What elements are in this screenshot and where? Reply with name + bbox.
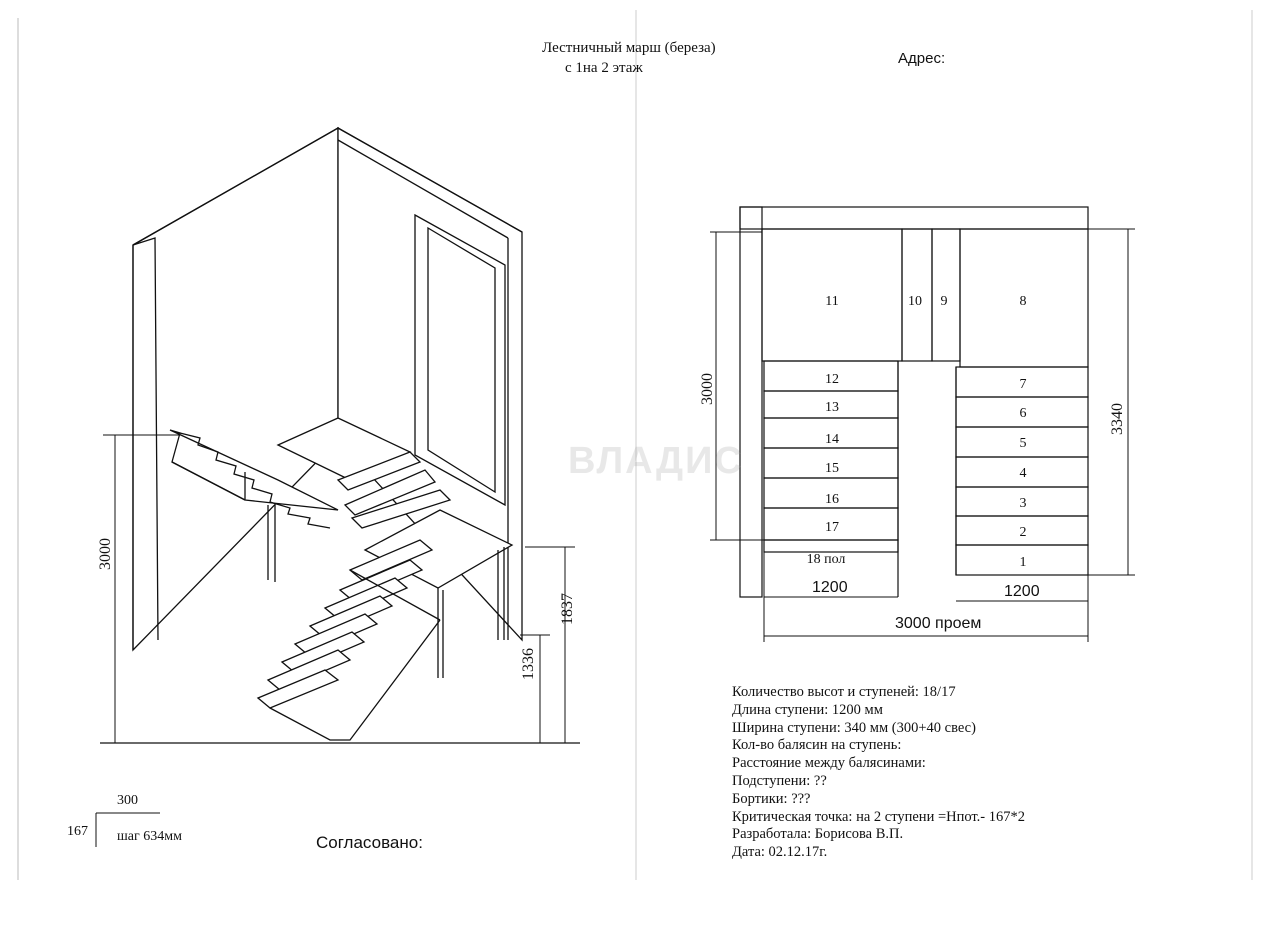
- plan-step-2: 2: [1019, 525, 1027, 540]
- plan-step-14: 14: [825, 432, 839, 447]
- spec-line: Ширина ступени: 340 мм (300+40 свес): [732, 719, 976, 736]
- spec-line: Разработала: Борисова В.П.: [732, 826, 904, 843]
- spec-line: Подступени: ??: [732, 772, 827, 789]
- iso-dim-lower: 1336: [520, 648, 537, 680]
- plan-left-width-dim: 1200: [812, 579, 848, 596]
- plan-step-3: 3: [1019, 496, 1027, 511]
- spec-list: [732, 684, 1025, 862]
- address-label: Адрес:: [898, 50, 946, 67]
- plan-view: [640, 190, 1280, 650]
- plan-step-11: 11: [825, 294, 839, 309]
- plan-right-height-dim: 3340: [1109, 403, 1126, 435]
- spec-line: Длина ступени: 1200 мм: [732, 701, 883, 718]
- drawing-title: Лестничный марш (береза): [542, 40, 716, 56]
- spec-line: Количество высот и ступеней: 18/17: [732, 684, 956, 700]
- plan-step-6: 6: [1019, 406, 1027, 421]
- step-tread-value: 300: [117, 793, 138, 808]
- plan-right-width-dim: 1200: [1004, 583, 1040, 600]
- plan-step-16: 16: [825, 492, 839, 507]
- plan-step-15: 15: [825, 461, 839, 476]
- plan-left-height-dim: 3000: [699, 373, 716, 405]
- watermark-logo: ВЛАДИС: [568, 440, 744, 482]
- plan-step-18-пол: 18 пол: [806, 552, 846, 567]
- spec-line: Дата: 02.12.17г.: [732, 844, 828, 861]
- plan-step-8: 8: [1019, 294, 1027, 309]
- isometric-view: [0, 100, 640, 880]
- plan-step-5: 5: [1019, 436, 1027, 451]
- plan-step-4: 4: [1019, 466, 1027, 481]
- plan-step-labels: [807, 294, 1027, 570]
- plan-step-12: 12: [825, 372, 839, 387]
- iso-dim-upper: 1837: [559, 593, 576, 625]
- spec-line: Критическая точка: на 2 ступени =Нпот.- 167*2: [732, 808, 1025, 825]
- spec-line: Бортики: ???: [732, 790, 811, 807]
- spec-line: Расстояние между балясинами:: [732, 755, 926, 772]
- iso-height-dim: 3000: [97, 538, 114, 570]
- plan-step-7: 7: [1019, 377, 1027, 392]
- step-rise-value: 167: [67, 824, 88, 839]
- plan-opening-dim: 3000 проем: [895, 615, 982, 632]
- plan-step-13: 13: [825, 400, 839, 415]
- plan-step-1: 1: [1019, 555, 1027, 570]
- plan-step-9: 9: [940, 294, 948, 309]
- drawing-subtitle: с 1на 2 этаж: [565, 60, 643, 76]
- agreed-label: Согласовано:: [316, 833, 423, 852]
- spec-line: Кол-во балясин на ступень:: [732, 737, 902, 754]
- plan-step-10: 10: [908, 294, 922, 309]
- plan-step-17: 17: [825, 520, 839, 535]
- step-pitch-value: шаг 634мм: [117, 829, 182, 844]
